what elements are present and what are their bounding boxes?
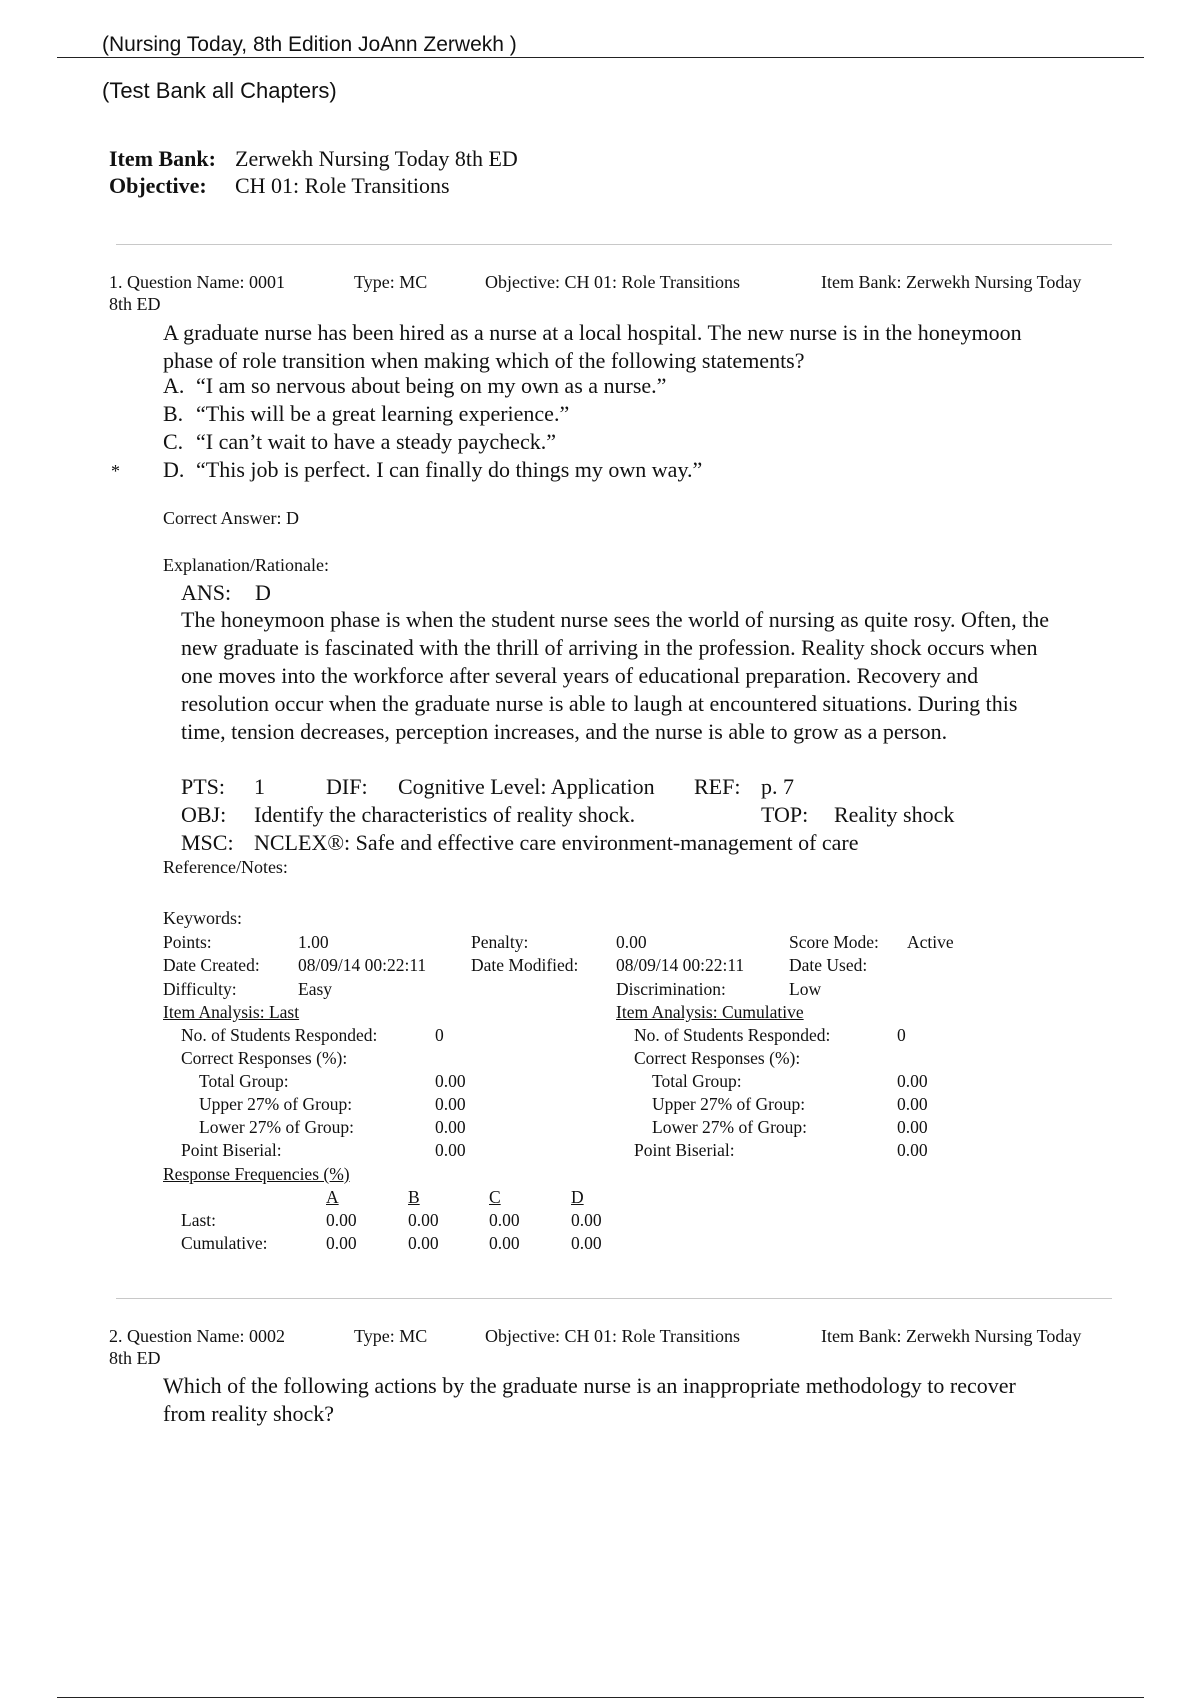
- freq-last-a: 0.00: [326, 1210, 357, 1230]
- response-freq-title: Response Frequencies (%): [163, 1164, 350, 1184]
- q1-type: Type: MC: [354, 272, 428, 292]
- q1-objective: Objective: CH 01: Role Transitions: [485, 272, 741, 292]
- cum-students-label: No. of Students Responded:: [634, 1025, 831, 1045]
- last-lower-label: Lower 27% of Group:: [199, 1117, 355, 1137]
- objective-label: Objective:: [109, 173, 207, 198]
- freq-cum-a: 0.00: [326, 1233, 357, 1253]
- cum-upper-label: Upper 27% of Group:: [652, 1094, 806, 1114]
- date-modified-value: 08/09/14 00:22:11: [616, 955, 745, 975]
- analysis-cumulative-title: Item Analysis: Cumulative: [616, 1002, 804, 1022]
- freq-cum-b: 0.00: [408, 1233, 439, 1253]
- pts-label: PTS:: [181, 774, 226, 799]
- explanation-label: Explanation/Rationale:: [163, 555, 329, 575]
- option-letter: C.: [163, 429, 184, 454]
- difficulty-value: Easy: [298, 979, 333, 999]
- last-total-label: Total Group:: [199, 1071, 289, 1091]
- score-mode-value: Active: [907, 932, 954, 952]
- correct-marker: *: [111, 461, 120, 481]
- penalty-label: Penalty:: [471, 932, 529, 952]
- ans-label: ANS:: [181, 580, 232, 605]
- cum-biserial-label: Point Biserial:: [634, 1140, 735, 1160]
- points-label: Points:: [163, 932, 212, 952]
- rationale-line: resolution occur when the graduate nurse is able to laugh at encountered situations. During this: [181, 691, 1018, 716]
- option-text: “This job is perfect. I can finally do things my own way.”: [196, 457, 703, 482]
- q1-stem-line1: A graduate nurse has been hired as a nurse at a local hospital. The new nurse is in the honeymoon: [163, 320, 1022, 345]
- pts-value: 1: [254, 774, 265, 799]
- correct-answer: Correct Answer: D: [163, 508, 299, 528]
- q1-item-bank: Item Bank: Zerwekh Nursing Today: [821, 272, 1082, 292]
- item-bank-line: [109, 146, 518, 172]
- discrimination-value: Low: [789, 979, 822, 999]
- date-used-label: Date Used:: [789, 955, 868, 975]
- objective-line: [109, 173, 450, 199]
- objective-value: CH 01: Role Transitions: [235, 173, 450, 198]
- reference-notes: Reference/Notes:: [163, 857, 288, 877]
- last-total-value: 0.00: [435, 1071, 466, 1091]
- score-mode-label: Score Mode:: [789, 932, 879, 952]
- cum-correct-label: Correct Responses (%):: [634, 1048, 801, 1068]
- q2-item-bank-cont: 8th ED: [109, 1348, 161, 1368]
- analysis-last-title: Item Analysis: Last: [163, 1002, 300, 1022]
- date-created-label: Date Created:: [163, 955, 260, 975]
- obj-label: OBJ:: [181, 802, 227, 827]
- item-bank-label: Item Bank:: [109, 146, 216, 171]
- header-subtitle: (Test Bank all Chapters): [102, 78, 337, 103]
- last-biserial-label: Point Biserial:: [181, 1140, 282, 1160]
- last-lower-value: 0.00: [435, 1117, 466, 1137]
- rationale-line: time, tension decreases, perception increases, and the nurse is able to grow as a person.: [181, 719, 948, 744]
- penalty-value: 0.00: [616, 932, 647, 952]
- q2-stem-line2: from reality shock?: [163, 1401, 335, 1426]
- last-students-value: 0: [435, 1025, 444, 1045]
- cum-lower-label: Lower 27% of Group:: [652, 1117, 808, 1137]
- section-divider: [116, 244, 1112, 245]
- freq-cum-d: 0.00: [571, 1233, 602, 1253]
- option-text: “I can’t wait to have a steady paycheck.”: [196, 429, 556, 454]
- ans-value: D: [255, 580, 271, 605]
- question-divider: [116, 1298, 1112, 1299]
- cum-biserial-value: 0.00: [897, 1140, 928, 1160]
- last-upper-value: 0.00: [435, 1094, 466, 1114]
- freq-col-b: B: [408, 1187, 420, 1207]
- freq-last-label: Last:: [181, 1210, 216, 1230]
- cum-upper-value: 0.00: [897, 1094, 928, 1114]
- last-correct-label: Correct Responses (%):: [181, 1048, 348, 1068]
- freq-col-c: C: [489, 1187, 501, 1207]
- difficulty-label: Difficulty:: [163, 979, 237, 999]
- q2-objective: Objective: CH 01: Role Transitions: [485, 1326, 741, 1346]
- header-rule: [57, 57, 1144, 58]
- item-bank-value: Zerwekh Nursing Today 8th ED: [235, 146, 518, 171]
- header-title: (Nursing Today, 8th Edition JoAnn Zerwekh ): [102, 33, 517, 56]
- cum-total-value: 0.00: [897, 1071, 928, 1091]
- q1-option-b: [163, 401, 570, 427]
- freq-last-b: 0.00: [408, 1210, 439, 1230]
- rationale-line: new graduate is fascinated with the thrill of arriving in the profession. Reality shock occurs when: [181, 635, 1038, 660]
- q2-name: 2. Question Name: 0002: [109, 1326, 285, 1346]
- q2-type: Type: MC: [354, 1326, 428, 1346]
- q1-option-c: [163, 429, 556, 455]
- cum-total-label: Total Group:: [652, 1071, 742, 1091]
- option-text: “This will be a great learning experience.”: [196, 401, 570, 426]
- footer-rule: [57, 1697, 1144, 1698]
- q2-stem-line1: Which of the following actions by the graduate nurse is an inappropriate methodology to recover: [163, 1373, 1016, 1398]
- q1-option-d: [163, 457, 703, 483]
- rationale-line: one moves into the workforce after several years of educational preparation. Recovery and: [181, 663, 979, 688]
- msc-label: MSC:: [181, 830, 234, 855]
- freq-col-a: A: [326, 1187, 339, 1207]
- last-biserial-value: 0.00: [435, 1140, 466, 1160]
- freq-cumulative-label: Cumulative:: [181, 1233, 268, 1253]
- date-created-value: 08/09/14 00:22:11: [298, 955, 427, 975]
- rationale-line: The honeymoon phase is when the student nurse sees the world of nursing as quite rosy. Often, the: [181, 607, 1050, 632]
- dif-label: DIF:: [326, 774, 368, 799]
- cum-lower-value: 0.00: [897, 1117, 928, 1137]
- discrimination-label: Discrimination:: [616, 979, 726, 999]
- q1-name: 1. Question Name: 0001: [109, 272, 285, 292]
- points-value: 1.00: [298, 932, 329, 952]
- freq-last-d: 0.00: [571, 1210, 602, 1230]
- dif-value: Cognitive Level: Application: [398, 774, 655, 799]
- date-modified-label: Date Modified:: [471, 955, 579, 975]
- keywords: Keywords:: [163, 908, 242, 928]
- msc-value: NCLEX®: Safe and effective care environment-management of care: [254, 830, 859, 855]
- top-label: TOP:: [761, 802, 809, 827]
- q2-item-bank: Item Bank: Zerwekh Nursing Today: [821, 1326, 1082, 1346]
- option-letter: A.: [163, 373, 185, 398]
- last-upper-label: Upper 27% of Group:: [199, 1094, 353, 1114]
- freq-cum-c: 0.00: [489, 1233, 520, 1253]
- freq-last-c: 0.00: [489, 1210, 520, 1230]
- option-letter: D.: [163, 457, 185, 482]
- ref-value: p. 7: [761, 774, 794, 799]
- ref-label: REF:: [694, 774, 741, 799]
- obj-value: Identify the characteristics of reality shock.: [254, 802, 636, 827]
- q1-item-bank-cont: 8th ED: [109, 294, 161, 314]
- option-text: “I am so nervous about being on my own as a nurse.”: [196, 373, 667, 398]
- q1-stem-line2: phase of role transition when making which of the following statements?: [163, 348, 805, 373]
- last-students-label: No. of Students Responded:: [181, 1025, 378, 1045]
- option-letter: B.: [163, 401, 184, 426]
- cum-students-value: 0: [897, 1025, 906, 1045]
- ans-line: [181, 580, 271, 606]
- top-value: Reality shock: [834, 802, 955, 827]
- freq-col-d: D: [571, 1187, 584, 1207]
- q1-option-a: [163, 373, 667, 399]
